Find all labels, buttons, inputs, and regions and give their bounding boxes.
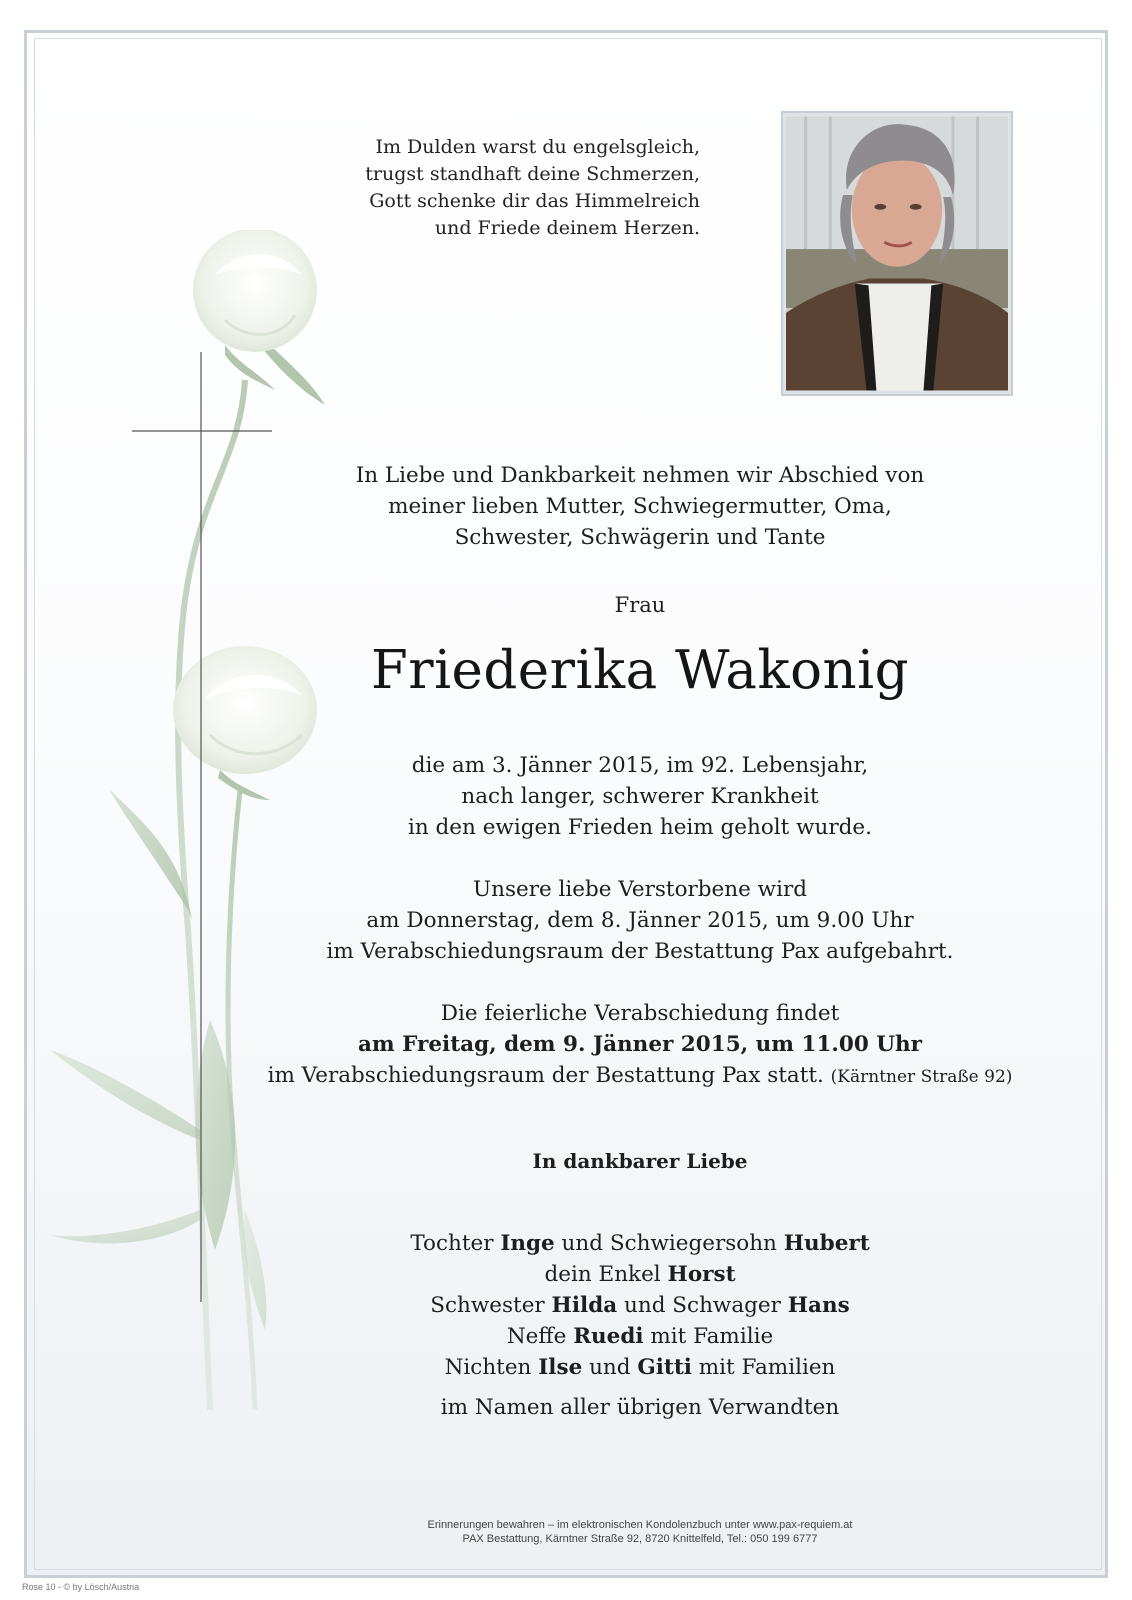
mourner-text: und Schwiegersohn bbox=[554, 1231, 784, 1256]
viewing-line: am Donnerstag, dem 8. Jänner 2015, um 9.00 Uhr bbox=[366, 908, 914, 933]
intro-line: meiner lieben Mutter, Schwiegermutter, Oma, bbox=[388, 494, 892, 519]
mourner-line bbox=[260, 1352, 1020, 1383]
portrait-photo bbox=[781, 111, 1013, 396]
memorial-poem bbox=[300, 134, 700, 242]
death-line: die am 3. Jänner 2015, im 92. Lebensjahr, bbox=[411, 753, 869, 778]
mourner-name: Horst bbox=[667, 1262, 736, 1287]
ceremony-location bbox=[260, 1060, 1020, 1093]
deceased-name: Friederika Wakonig bbox=[370, 640, 910, 701]
farewell-intro bbox=[260, 460, 1020, 553]
mourner-text: mit Familie bbox=[643, 1324, 774, 1349]
mourner-text: Nichten bbox=[444, 1355, 539, 1380]
ceremony-date: am Freitag, dem 9. Jänner 2015, um 11.00 Uhr bbox=[357, 1032, 923, 1057]
poem-line: Im Dulden warst du engelsgleich, bbox=[375, 136, 700, 158]
ceremony-line: Die feierliche Verabschiedung findet bbox=[440, 1001, 840, 1026]
mourner-line bbox=[260, 1228, 1020, 1259]
poem-line: und Friede deinem Herzen. bbox=[434, 217, 700, 239]
mourner-text: dein Enkel bbox=[544, 1262, 668, 1287]
mourner-line bbox=[260, 1321, 1020, 1352]
signoff: In dankbarer Liebe bbox=[532, 1149, 748, 1173]
other-relatives: im Namen aller übrigen Verwandten bbox=[440, 1395, 840, 1420]
footer-address-line: PAX Bestattung, Kärntner Straße 92, 8720 Knittelfeld, Tel.: 050 199 6777 bbox=[462, 1533, 818, 1545]
mourner-text: und bbox=[582, 1355, 638, 1380]
ceremony-location-text: im Verabschiedungsraum der Bestattung Pax statt. bbox=[267, 1063, 824, 1088]
mourner-name: Inge bbox=[500, 1231, 555, 1256]
intro-line: In Liebe und Dankbarkeit nehmen wir Abschied von bbox=[355, 463, 925, 488]
viewing-line: Unsere liebe Verstorbene wird bbox=[472, 877, 808, 902]
viewing-line: im Verabschiedungsraum der Bestattung Pax aufgebahrt. bbox=[326, 939, 954, 964]
mourner-name: Hubert bbox=[783, 1231, 870, 1256]
mourner-name: Ilse bbox=[538, 1355, 583, 1380]
mourner-name: Gitti bbox=[637, 1355, 692, 1380]
ceremony-address: (Kärntner Straße 92) bbox=[830, 1067, 1013, 1087]
image-credit: Rose 10 - © by Lösch/Austria bbox=[22, 1582, 140, 1592]
mourner-name: Hans bbox=[787, 1293, 850, 1318]
mourner-name: Ruedi bbox=[573, 1324, 644, 1349]
mourner-text: mit Familien bbox=[691, 1355, 836, 1380]
mourner-line bbox=[260, 1259, 1020, 1290]
ceremony-notice bbox=[260, 998, 1020, 1093]
death-line: nach langer, schwerer Krankheit bbox=[461, 784, 819, 809]
footer-info bbox=[260, 1518, 1020, 1546]
intro-line: Schwester, Schwägerin und Tante bbox=[454, 525, 826, 550]
mourner-text: Schwester bbox=[430, 1293, 552, 1318]
mourner-text: Neffe bbox=[506, 1324, 574, 1349]
portrait-image bbox=[786, 116, 1008, 391]
mourners-list bbox=[260, 1228, 1020, 1383]
footer-condolence-line: Erinnerungen bewahren – im elektronischen Kondolenzbuch unter www.pax-requiem.at bbox=[427, 1519, 853, 1531]
death-notice bbox=[260, 750, 1020, 843]
mourner-name: Hilda bbox=[551, 1293, 618, 1318]
poem-line: Gott schenke dir das Himmelreich bbox=[369, 190, 700, 212]
poem-line: trugst standhaft deine Schmerzen, bbox=[365, 163, 700, 185]
viewing-notice bbox=[260, 874, 1020, 967]
death-line: in den ewigen Frieden heim geholt wurde. bbox=[407, 815, 872, 840]
mourner-line bbox=[260, 1290, 1020, 1321]
mourner-text: Tochter bbox=[410, 1231, 501, 1256]
mourner-text: und Schwager bbox=[617, 1293, 788, 1318]
salutation: Frau bbox=[614, 593, 666, 617]
